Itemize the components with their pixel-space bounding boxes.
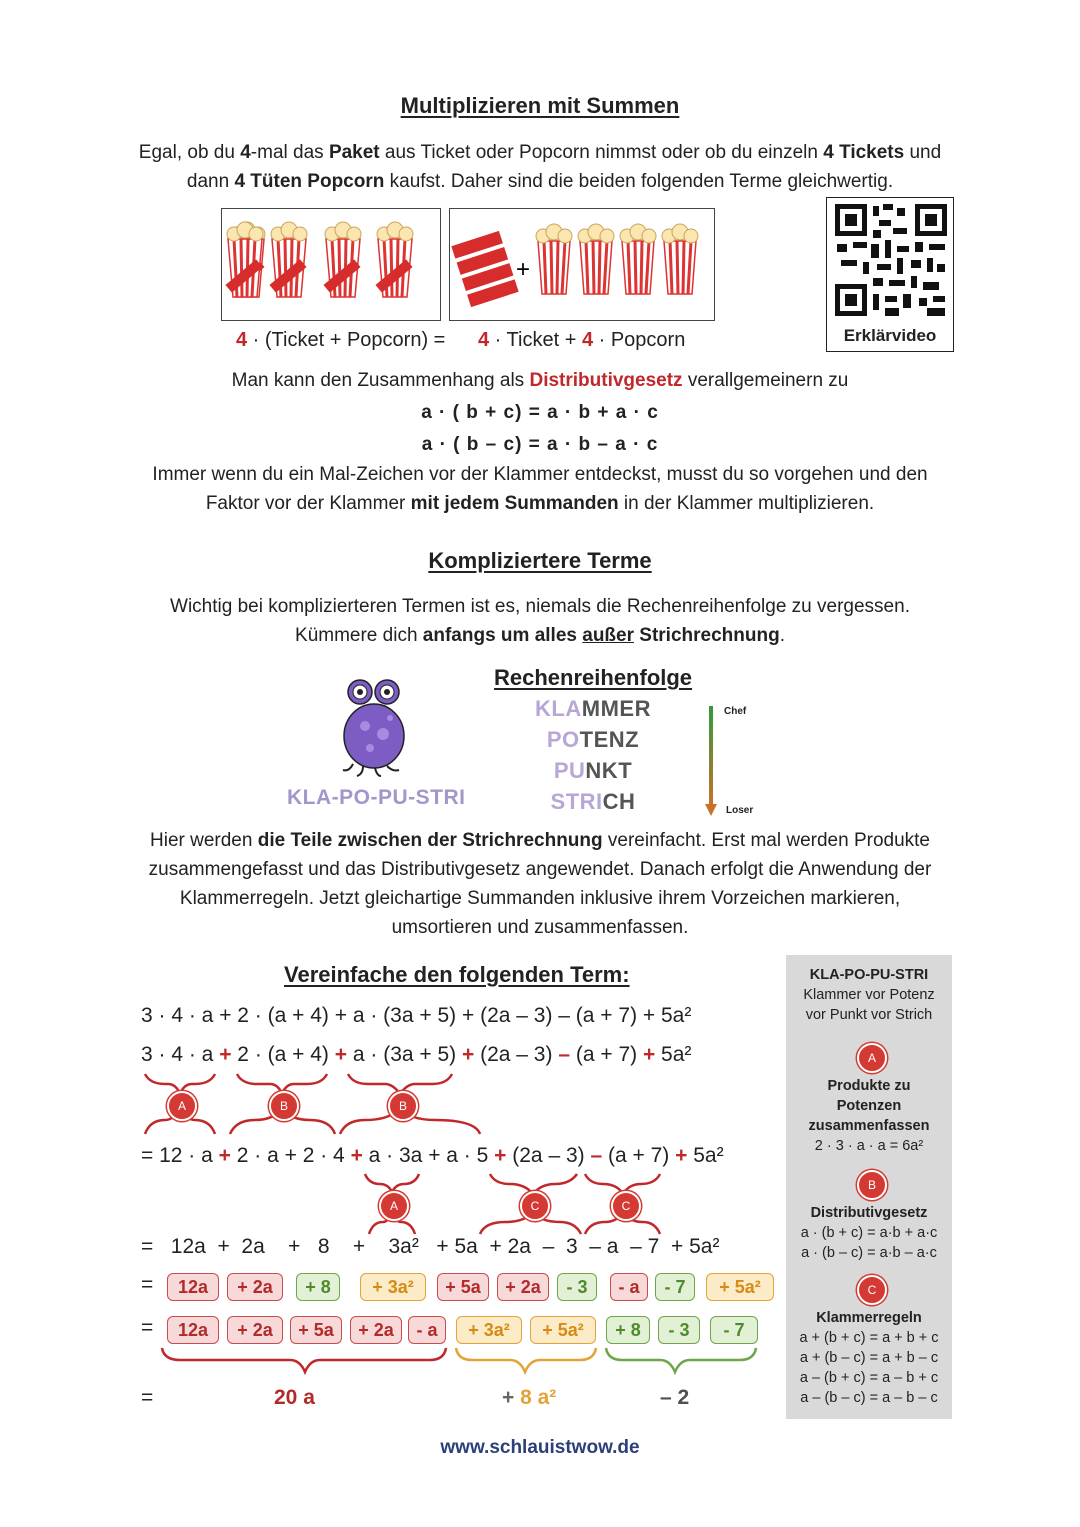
qr-code-icon [827, 198, 953, 324]
order-list [500, 696, 686, 820]
term-tag: + 5a² [706, 1273, 774, 1301]
exercise-line-3: = 12 · a + 2 · a + 2 · 4 + a · 3a + a · 5 + (2a – 3) – (a + 7) + 5a² [141, 1144, 724, 1167]
sidebar-b-1: a · (b + c) = a·b + a·c [800, 1225, 938, 1241]
plus-sign: + [516, 256, 531, 283]
sidebar-marker-a: A [857, 1043, 887, 1073]
important-text: Wichtig bei komplizierteren Termen ist es, niemals die Rechenreihenfolge zu vergessen. Kümmere dich anfangs um alles außer Strichrechnung. [170, 596, 910, 646]
term-tag: + 2a [497, 1273, 549, 1301]
term-tag: + 3a² [360, 1273, 426, 1301]
sidebar-a-example: 2 · 3 · a · a = 6a² [814, 1138, 924, 1154]
section-title-kompliziert: Kompliziertere Terme [428, 548, 652, 573]
order-title: Rechenreihenfolge [494, 665, 693, 690]
sidebar-c-1: a + (b + c) = a + b + c [799, 1330, 939, 1346]
eq-sign-row6: = [141, 1316, 154, 1339]
result-a-squared: + 8 a² [502, 1386, 557, 1409]
sidebar-a-title-1: Produkte zu [827, 1078, 911, 1094]
intro-text: Egal, ob du 4-mal das Paket aus Ticket oder Popcorn nimmst oder ob du einzeln 4 Tickets und dann 4 Tüten Popcorn kaufst. Daher sind die beiden folgenden Terme gleichwertig. [138, 142, 942, 192]
term-tag: - 3 [658, 1316, 700, 1344]
term-tag: - 3 [557, 1273, 597, 1301]
priority-arrow-icon [702, 706, 720, 818]
sidebar-a-title-2: Potenzen [836, 1098, 902, 1114]
formula-plus: a · ( b + c) = a · b + a · c [421, 402, 659, 423]
separate-illustration [449, 208, 715, 321]
sidebar-a-title-3: zusammenfassen [808, 1118, 930, 1134]
term-tag: + 2a [350, 1316, 402, 1344]
equation-example-right: 4 · Ticket + 4 · Popcorn [478, 329, 686, 351]
term-tag: - a [610, 1273, 648, 1301]
exercise-line-4: = 12a + 2a + 8 + 3a² + 5a + 2a – 3 – a – 7 + 5a² [141, 1235, 720, 1258]
sidebar-c-title: Klammerregeln [816, 1310, 922, 1326]
term-tag: + 5a [290, 1316, 342, 1344]
exercise-line-1: 3 · 4 · a + 2 · (a + 4) + a · (3a + 5) + (2a – 3) – (a + 7) + 5a² [141, 1004, 692, 1027]
marker-b: B [269, 1091, 299, 1121]
marker-c: C [520, 1191, 550, 1221]
arrow-label-top: Chef [724, 706, 747, 717]
formula-minus: a · ( b – c) = a · b – a · c [421, 434, 659, 455]
term-tag: - 7 [655, 1273, 695, 1301]
sidebar-b-2: a · (b – c) = a·b – a·c [801, 1245, 937, 1261]
marker-c-2: C [611, 1191, 641, 1221]
footer-url[interactable]: www.schlauistwow.de [440, 1437, 640, 1458]
sidebar-line-2: vor Punkt vor Strich [805, 1007, 933, 1023]
rule-text: Immer wenn du ein Mal-Zeichen vor der Klammer entdeckst, musst du so vorgehen und den Faktor vor der Klammer mit jedem Summanden in der Klammer multiplizieren. [152, 464, 928, 514]
order-item-klammer: KLAMMER [535, 696, 651, 721]
brace-group-3 [150, 1342, 770, 1382]
marker-a: A [167, 1091, 197, 1121]
qr-code-box[interactable] [826, 197, 954, 352]
eq-sign-result: = [141, 1386, 154, 1409]
marker-b-2: B [388, 1091, 418, 1121]
monster-icon [335, 676, 415, 781]
exercise-title: Vereinfache den folgenden Term: [284, 962, 630, 987]
explanation-text: Hier werden die Teile zwischen der Strichrechnung vereinfacht. Erst mal werden Produkte zusammengefasst und das Distributivgesetz angewendet. Danach erfolgt die Anwendung der Klammerregeln. Jetzt gleichartige Summanden inklusive ihrem Vorzeichen markieren, umsortieren und zusammenfassen. [148, 830, 932, 938]
sidebar-hints [786, 955, 952, 1419]
sidebar-c-3: a – (b + c) = a – b + c [799, 1370, 939, 1386]
term-tag: + 5a [437, 1273, 489, 1301]
term-tag: - 7 [710, 1316, 758, 1344]
term-tag: + 2a [227, 1273, 283, 1301]
monster-label: KLA-PO-PU-STRI [287, 786, 466, 809]
order-item-strich: STRICH [550, 789, 636, 814]
sidebar-marker-b: B [857, 1170, 887, 1200]
qr-label: Erklärvideo [843, 326, 937, 345]
eq-sign-row5: = [141, 1273, 154, 1296]
term-tag: + 8 [296, 1273, 340, 1301]
result-a: 20 a [274, 1386, 315, 1409]
term-tag: 12a [167, 1273, 219, 1301]
popcorn-package-icons [222, 209, 440, 320]
term-tag: + 5a² [530, 1316, 596, 1344]
tickets-and-popcorn-icons [450, 209, 714, 320]
exercise-line-2: 3 · 4 · a + 2 · (a + 4) + a · (3a + 5) + (2a – 3) – (a + 7) + 5a² [141, 1043, 692, 1066]
term-tag: 12a [167, 1316, 219, 1344]
term-tag: - a [408, 1316, 446, 1344]
marker-a-2: A [379, 1191, 409, 1221]
package-illustration [221, 208, 441, 321]
term-tag: + 2a [227, 1316, 283, 1344]
sidebar-c-4: a – (b – c) = a – b – c [800, 1390, 938, 1406]
arrow-label-bottom: Loser [726, 805, 754, 816]
sidebar-line-1: Klammer vor Potenz [803, 987, 935, 1003]
sidebar-title: KLA-PO-PU-STRI [809, 967, 929, 983]
sidebar-b-title: Distributivgesetz [810, 1205, 928, 1221]
generalize-text: Man kann den Zusammenhang als Distributivgesetz verallgemeinern zu [231, 370, 849, 391]
term-tag: + 8 [606, 1316, 650, 1344]
term-tag: + 3a² [456, 1316, 522, 1344]
sidebar-c-2: a + (b – c) = a + b – c [799, 1350, 939, 1366]
order-item-punkt: PUNKT [553, 758, 633, 783]
result-constant: – 2 [660, 1386, 690, 1409]
sidebar-marker-c: C [857, 1275, 887, 1305]
equation-example: 4 · (Ticket + Popcorn) = [236, 329, 446, 351]
order-item-potenz: POTENZ [546, 727, 640, 752]
section-title-multiplizieren: Multiplizieren mit Summen [400, 93, 680, 118]
